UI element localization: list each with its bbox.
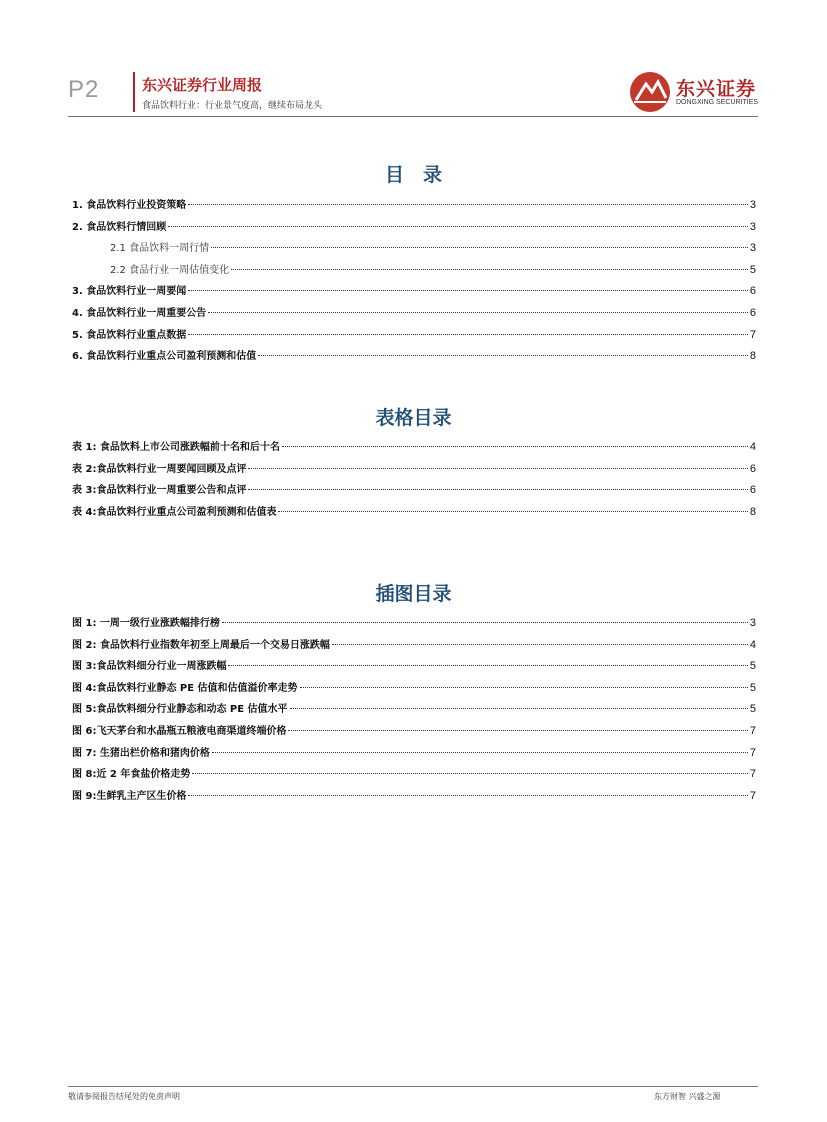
figure-toc-entry[interactable] (72, 722, 756, 744)
toc-entry-label: 3. 食品饮料行业一周要闻 (72, 286, 187, 298)
toc-entry-label: 图 7: 生猪出栏价格和猪肉价格 (72, 747, 210, 759)
toc-entry-page: 3 (749, 617, 756, 629)
toc-entry[interactable] (72, 196, 756, 218)
header-divider (133, 72, 135, 112)
toc-entry-page: 7 (749, 768, 756, 781)
toc-entry-label: 图 2: 食品饮料行业指数年初至上周最后一个交易日涨跌幅 (72, 639, 330, 651)
toc-entry-label: 2.1 食品饮料一周行情 (110, 243, 210, 255)
toc-entry-label: 2. 食品饮料行情回顾 (72, 221, 167, 233)
footer-rule (68, 1086, 758, 1087)
figure-toc-entry[interactable] (72, 679, 756, 701)
toc-entry-page: 3 (749, 220, 756, 233)
dot-leader (282, 446, 748, 447)
logo-text-cn: 东兴证券 (676, 78, 757, 100)
toc-title: 目 录 (384, 164, 442, 186)
toc-entry-page: 5 (749, 703, 756, 716)
toc-entry-label: 图 1: 一周一级行业涨跌幅排行榜 (72, 618, 220, 629)
toc-entry-label: 图 6:飞天茅台和水晶瓶五粮液电商渠道终端价格 (72, 725, 287, 737)
toc-entry-label: 图 3:食品饮料细分行业一周涨跌幅 (72, 661, 227, 673)
figure-toc-entry[interactable] (72, 744, 756, 766)
toc-entry-page: 7 (749, 789, 756, 802)
toc-entry-label: 2.2 食品行业一周估值变化 (110, 264, 230, 276)
figure-toc-entry[interactable] (72, 636, 756, 658)
toc-entry-label: 表 3:食品饮料行业一周重要公告和点评 (72, 485, 247, 497)
dot-leader (188, 334, 748, 335)
tables-toc-title: 表格目录 (375, 407, 452, 429)
dot-leader (278, 511, 747, 512)
table-toc-entry[interactable] (72, 460, 756, 482)
dot-leader (188, 204, 748, 205)
figures-toc-list (72, 614, 756, 808)
toc-subentry[interactable] (72, 261, 756, 283)
toc-entry-label: 1. 食品饮料行业投资策略 (72, 200, 187, 211)
toc-entry-label: 4. 食品饮料行业一周重要公告 (72, 307, 207, 319)
table-toc-entry[interactable] (72, 503, 756, 525)
dot-leader (192, 773, 748, 774)
header-rule (68, 116, 758, 117)
dot-leader (258, 355, 748, 356)
dot-leader (212, 752, 748, 753)
toc-entry[interactable] (72, 347, 756, 369)
toc-entry-page: 4 (749, 638, 756, 651)
dot-leader (208, 312, 748, 313)
figure-toc-entry[interactable] (72, 765, 756, 787)
toc-subentry[interactable] (72, 239, 756, 261)
dot-leader (248, 489, 747, 490)
dot-leader (211, 247, 748, 248)
toc-entry-page: 5 (749, 263, 756, 276)
dot-leader (222, 622, 748, 623)
toc-entry-page: 7 (749, 746, 756, 759)
figure-toc-entry[interactable] (72, 614, 756, 636)
figure-toc-entry[interactable] (72, 787, 756, 809)
toc-entry-page: 8 (749, 505, 756, 518)
dot-leader (248, 468, 747, 469)
report-series-title: 东兴证券行业周报 (142, 76, 263, 94)
toc-entry-label: 5. 食品饮料行业重点数据 (72, 329, 187, 341)
footer-slogan: 东方财智 兴盛之源 (654, 1092, 721, 1101)
table-toc-entry[interactable] (72, 481, 756, 503)
dot-leader (332, 644, 748, 645)
dot-leader (228, 665, 747, 666)
toc-entry-label: 图 5:食品饮料细分行业静态和动态 PE 估值水平 (72, 704, 288, 716)
dot-leader (188, 290, 748, 291)
dot-leader (188, 795, 747, 796)
figure-toc-entry[interactable] (72, 657, 756, 679)
toc-entry-page: 5 (749, 681, 756, 694)
toc-entry-page: 7 (749, 724, 756, 737)
toc-entry-page: 6 (749, 285, 756, 298)
toc-entry[interactable] (72, 326, 756, 348)
figure-toc-entry[interactable] (72, 700, 756, 722)
logo-text-en: DONGXING SECURITIES (676, 99, 759, 106)
table-toc-entry[interactable] (72, 438, 756, 460)
toc-entry[interactable] (72, 218, 756, 240)
toc-entry-page: 3 (749, 242, 756, 255)
figures-toc-title: 插图目录 (375, 583, 452, 605)
toc-entry-page: 6 (749, 306, 756, 319)
dot-leader (300, 687, 748, 688)
toc-entry[interactable] (72, 304, 756, 326)
toc-entry-label: 表 1: 食品饮料上市公司涨跌幅前十名和后十名 (72, 442, 280, 453)
toc-entry[interactable] (72, 282, 756, 304)
toc-entry-page: 6 (749, 484, 756, 497)
dot-leader (288, 730, 747, 731)
toc-entry-label: 表 2:食品饮料行业一周要闻回顾及点评 (72, 463, 247, 475)
toc-entry-page: 6 (749, 462, 756, 475)
toc-entry-label: 6. 食品饮料行业重点公司盈利预测和估值 (72, 351, 257, 363)
footer-disclaimer: 敬请参阅报告结尾处的免责声明 (68, 1092, 180, 1101)
page-number: P2 (68, 76, 100, 103)
toc-entry-page: 5 (749, 660, 756, 673)
toc-entry-page: 8 (749, 350, 756, 363)
toc-list (72, 196, 756, 369)
dot-leader (168, 226, 748, 227)
toc-entry-page: 3 (749, 199, 756, 211)
tables-toc-list (72, 438, 756, 524)
toc-entry-page: 4 (749, 441, 756, 453)
toc-entry-label: 表 4:食品饮料行业重点公司盈利预测和估值表 (72, 506, 277, 518)
dot-leader (290, 708, 748, 709)
dot-leader (231, 269, 748, 270)
toc-entry-label: 图 4:食品饮料行业静态 PE 估值和估值溢价率走势 (72, 682, 298, 694)
toc-entry-label: 图 9:生鲜乳主产区生价格 (72, 790, 187, 802)
toc-entry-page: 7 (749, 328, 756, 341)
toc-entry-label: 图 8:近 2 年食盐价格走势 (72, 769, 191, 781)
report-subtitle: 食品饮料行业：行业景气度高，继续布局龙头 (142, 101, 323, 111)
